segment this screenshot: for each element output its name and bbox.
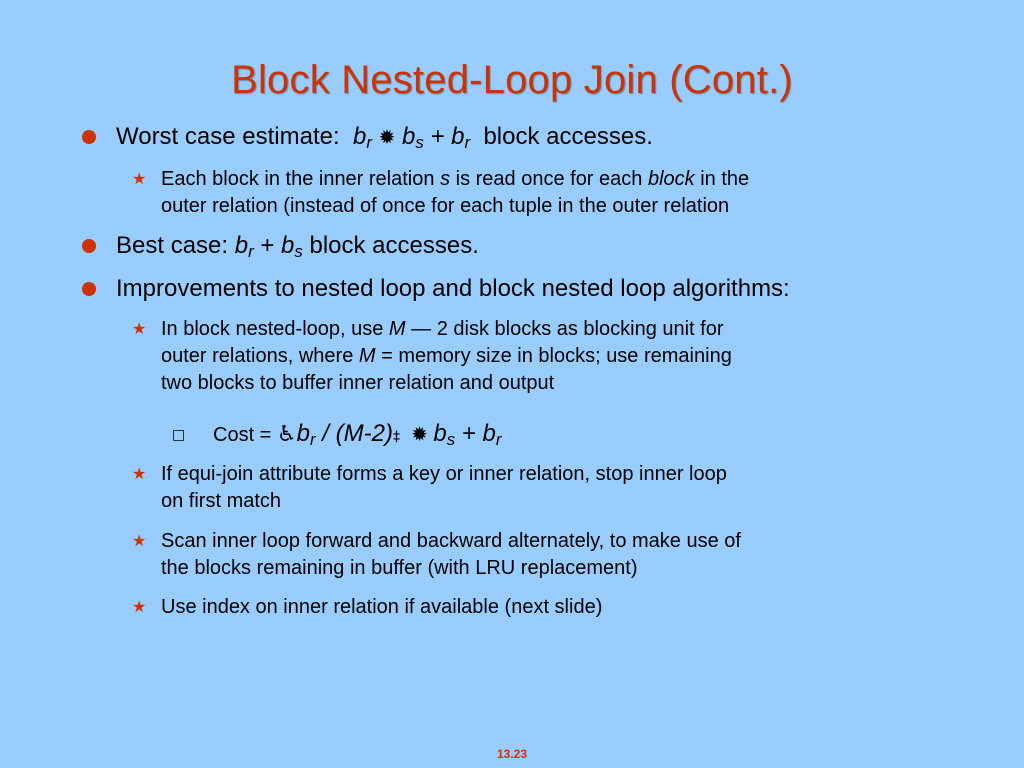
bullet-worst-case: [116, 123, 653, 153]
square-bullet-icon: □: [172, 427, 186, 443]
bullet-best-case: Best case: $b_r + b_s$ block accesses.: [116, 232, 479, 262]
var-br: $b_r$: [234, 232, 254, 262]
star-bullet-icon: ★: [132, 466, 147, 483]
bullet-dot-icon: [82, 130, 96, 144]
star-bullet-icon: ★: [132, 321, 147, 338]
sub-line: the blocks remaining in buffer (with LRU replacement): [161, 557, 638, 579]
sub-line: If equi-join attribute forms a key or inner relation, stop inner loop: [161, 463, 727, 485]
sub-line: Use index on inner relation if available (next slide): [161, 596, 603, 618]
sub-line: outer relation (instead of once for each tuple in the outer relation: [161, 195, 730, 217]
cost-label: Cost =: [213, 424, 277, 446]
var-br: $b_r$: [352, 123, 372, 153]
sub-bullet-inner-relation: [161, 166, 749, 220]
sub-bullet-equi-join: [161, 461, 727, 515]
sub-line: In block nested-loop, use M — 2 disk blocks as blocking unit for: [161, 318, 724, 340]
var-bs: $b_s$: [402, 123, 424, 153]
plus-sign: +: [430, 123, 452, 150]
open-bracket-symbol-icon: ♿: [276, 422, 297, 447]
sub-bullet-scan-inner: [161, 528, 741, 582]
sub-line: two blocks to buffer inner relation and output: [161, 372, 555, 394]
star-bullet-icon: ★: [132, 171, 147, 188]
bullet-label: Worst case estimate:: [116, 123, 340, 150]
sub-line: Each block in the inner relation s is read once for each block in the: [161, 168, 750, 190]
var-bs: $b_s$: [281, 232, 303, 262]
sub-bullet-block-nested: [161, 316, 732, 397]
var-br2: $b_r$: [482, 420, 502, 450]
times-symbol-icon: ✹: [378, 125, 396, 149]
bullet-improvements: Improvements to nested loop and block nested loop algorithms:: [116, 275, 790, 302]
bullet-dot-icon: [82, 282, 96, 296]
sub-line: on first match: [161, 490, 282, 512]
cost-formula: Cost = $♿b_r$ / (M-2)‡ ✹ $b_s + b_r$: [213, 420, 502, 450]
close-bracket-symbol-icon: ‡: [392, 429, 400, 445]
sub-line: Scan inner loop forward and backward alternately, to make use of: [161, 530, 741, 552]
sub-line: outer relations, where M = memory size in blocks; use remaining: [161, 345, 732, 367]
star-bullet-icon: ★: [132, 599, 147, 616]
var-bs: $b_s$: [433, 420, 456, 450]
times-symbol-icon: ✹: [411, 422, 428, 446]
var-br2: $b_r$: [451, 123, 471, 153]
bullet-tail: block accesses.: [483, 123, 653, 150]
sub-bullet-use-index: [161, 594, 602, 621]
page-number: 13.23: [496, 747, 528, 761]
var-br: $b_r$: [296, 420, 316, 450]
bullet-dot-icon: [82, 239, 96, 253]
slide-title: Block Nested-Loop Join (Cont.): [231, 58, 793, 102]
star-bullet-icon: ★: [132, 533, 147, 550]
